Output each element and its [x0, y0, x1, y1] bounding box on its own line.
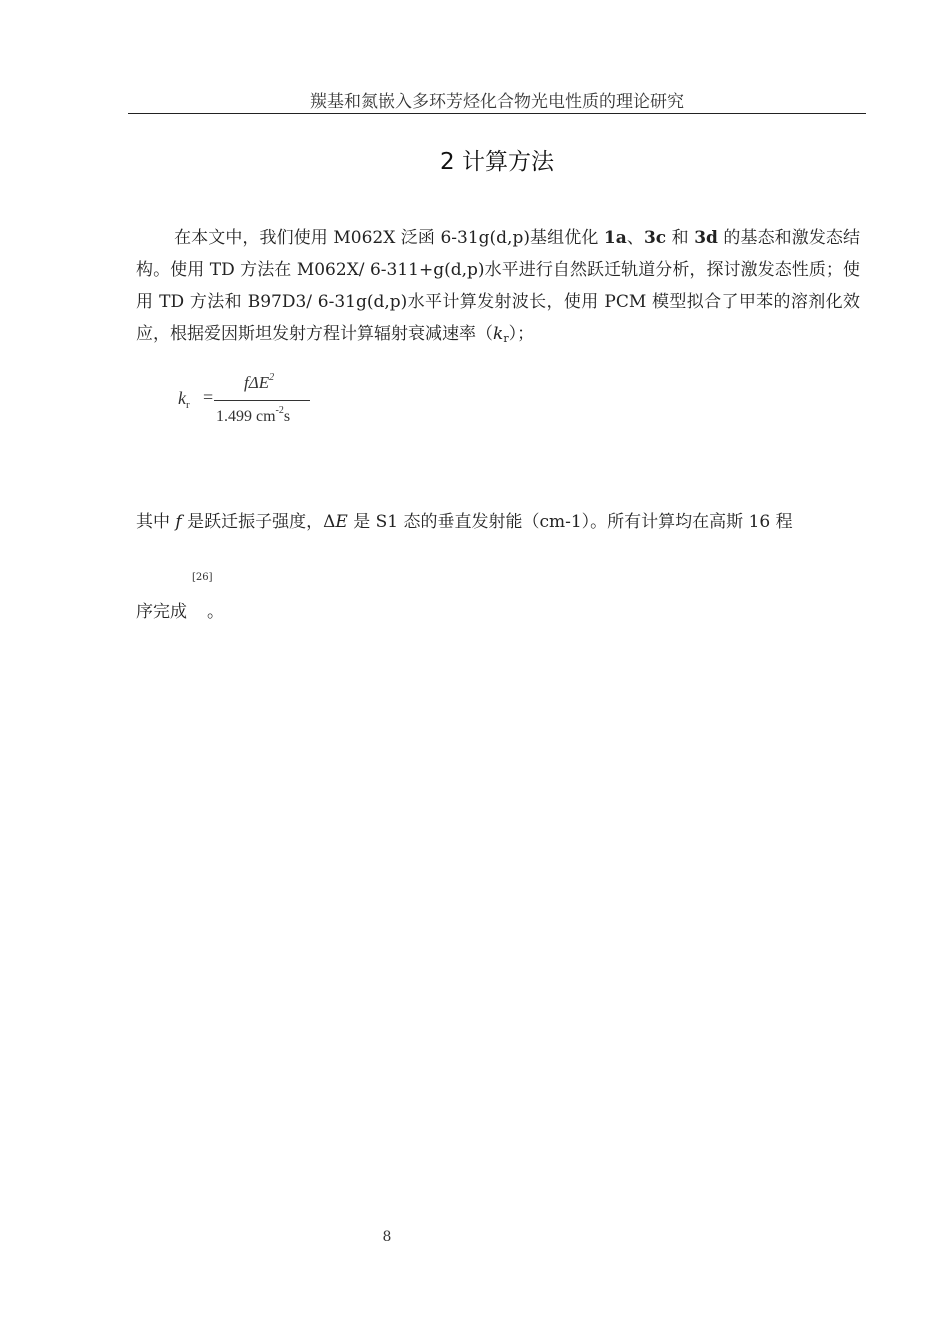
einstein-emission-equation [178, 372, 358, 432]
paragraph-methods [136, 222, 860, 355]
paragraph-text: 在本文中，我们使用 M062X 泛函 6-31g(d,p)基组优化 [174, 228, 604, 248]
paragraph-text: 。 [207, 602, 224, 622]
paragraph-text: 的基态和激发态结构。使用 TD 方法在 M062X/ 6-311+g(d,p)水平进行自然跃迁轨道分析，探讨激发态性质；使用 TD 方法和 B97D3/ 6-31g(d,p)水平计算发射波长，使用 PCM 模型拟合了甲苯的溶剂化效应，根据爱因斯坦发射方程计算辐射衰减速率（ [136, 228, 861, 344]
equation-lhs-symbol: k [178, 388, 186, 408]
paragraph-text: 是 S1 态的垂直发射能（cm-1）。所有计算均在高斯 16 程 [347, 512, 793, 532]
equation-numerator-text: fΔE [244, 373, 270, 392]
paragraph-text: 是跃迁振子强度，Δ [181, 512, 336, 532]
compound-label: 3c [643, 228, 667, 248]
equation-numerator [244, 372, 274, 393]
paragraph-definitions [136, 506, 860, 538]
math-symbol: E [335, 512, 348, 532]
paragraph-text: 、 [626, 228, 644, 248]
paragraph-text: 其中 [136, 512, 176, 532]
compound-label: 3d [694, 228, 718, 248]
equation-denominator [216, 405, 290, 426]
compound-label: 1a [603, 228, 627, 248]
equation-equals: = [203, 387, 214, 407]
paragraph-definitions-continued [136, 596, 860, 628]
paragraph-text: 和 [666, 228, 695, 248]
math-symbol: f [175, 512, 182, 532]
equation-lhs-subscript: r [186, 399, 190, 411]
fraction-bar [214, 400, 310, 401]
math-subscript: r [503, 332, 509, 345]
equation-denominator-unit: s [283, 408, 291, 425]
header-rule [128, 113, 866, 114]
paragraph-text: ）； [508, 324, 535, 344]
equation-numerator-superscript: 2 [269, 372, 275, 383]
page-number: 8 [382, 1229, 392, 1245]
equation-denominator-text: 1.499 cm [216, 408, 276, 425]
citation-marker: [26] [192, 572, 213, 583]
paragraph-text: 序完成 [136, 602, 187, 622]
section-title: 2 计算方法 [440, 149, 554, 175]
equation-denominator-superscript: -2 [275, 405, 284, 416]
running-header: 羰基和氮嵌入多环芳烃化合物光电性质的理论研究 [310, 92, 684, 112]
equation-lhs [178, 388, 190, 411]
math-symbol: k [493, 324, 504, 344]
